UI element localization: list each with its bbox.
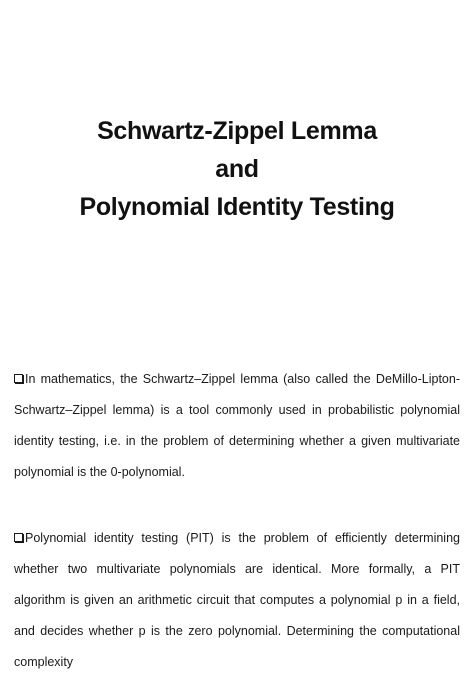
title-line-3: Polynomial Identity Testing [79,193,395,221]
paragraph-2-text: Polynomial identity testing (PIT) is the problem of efficiently determining whether two multivariate polynomials are identical. More formally, a PIT algorithm is given an arithmetic circuit that computes a polynomial p in a field, and decides whether p is the zero polynomial. Determining the computational complexity [14,531,460,669]
paragraph-1 [14,364,460,488]
checkbox-bullet-icon [14,533,23,542]
paragraph-2 [14,523,460,678]
paragraph-1-text: In mathematics, the Schwartz–Zippel lemma (also called the DeMillo-Lipton-Schwartz–Zippel lemma) is a tool commonly used in probabilistic polynomial identity testing, i.e. in the problem of determining whether a given multivariate polynomial is the 0-polynomial. [14,372,460,479]
title-line-2: and [215,155,259,183]
page-title [0,112,474,226]
title-line-1: Schwartz-Zippel Lemma [97,117,377,145]
checkbox-bullet-icon [14,374,23,383]
